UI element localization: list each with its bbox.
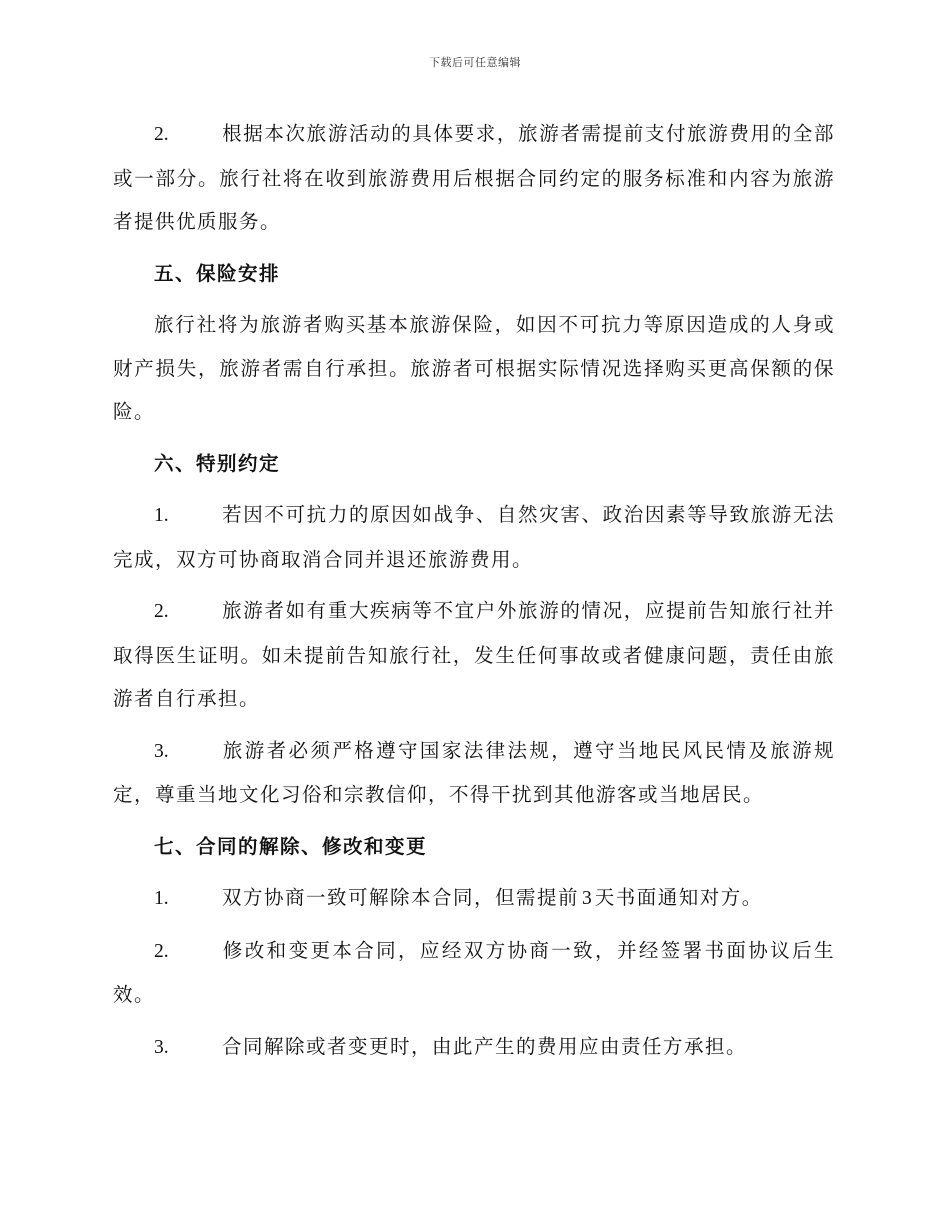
item-text-before: 双方协商一致可解除本合同，但需提前 bbox=[222, 886, 580, 909]
clause-6-item-1 bbox=[113, 493, 835, 581]
notice-days: 3 bbox=[582, 888, 592, 909]
document-body bbox=[113, 112, 835, 1077]
item-text: 修改和变更本合同，应经双方协商一致，并经签署书面协议后生效。 bbox=[113, 938, 835, 1006]
item-text: 若因不可抗力的原因如战争、自然灾害、政治因素等导致旅游无法完成，双方可协商取消合同并退还旅游费用。 bbox=[113, 503, 835, 571]
item-number: 1. bbox=[154, 888, 169, 909]
clause-4-item-2 bbox=[113, 112, 835, 244]
item-number: 3. bbox=[154, 1036, 169, 1058]
clause-5-text: 旅行社将为旅游者购买基本旅游保险，如因不可抗力等原因造成的人身或财产损失，旅游者需自行承担。旅游者可根据实际情况选择购买更高保额的保险。 bbox=[113, 313, 835, 423]
clause-7-item-3 bbox=[113, 1025, 835, 1070]
section-heading-termination: 七、合同的解除、修改和变更 bbox=[154, 834, 428, 858]
item-number: 1. bbox=[154, 505, 169, 526]
item-text: 旅游者如有重大疾病等不宜户外旅游的情况，应提前告知旅行社并取得医生证明。如未提前告知旅行社，发生任何事故或者健康问题，责任由旅游者自行承担。 bbox=[113, 599, 835, 710]
item-number: 2. bbox=[154, 940, 169, 962]
page-header: 下载后可任意编辑 bbox=[429, 56, 521, 69]
section-heading-insurance: 五、保险安排 bbox=[154, 261, 281, 285]
clause-7-item-2 bbox=[113, 929, 835, 1017]
clause-6-item-3 bbox=[113, 729, 835, 817]
item-number: 3. bbox=[154, 740, 169, 762]
item-number: 2. bbox=[154, 124, 169, 145]
clause-7-item-1 bbox=[113, 876, 835, 921]
item-text: 根据本次旅游活动的具体要求，旅游者需提前支付旅游费用的全部或一部分。旅行社将在收到旅游费用后根据合同约定的服务标准和内容为旅游者提供优质服务。 bbox=[113, 122, 835, 233]
item-text-after: 天书面通知对方。 bbox=[594, 886, 763, 909]
item-text: 旅游者必须严格遵守国家法律法规，遵守当地民风民情及旅游规定，尊重当地文化习俗和宗教信仰，不得干扰到其他游客或当地居民。 bbox=[113, 738, 835, 806]
clause-6-item-2 bbox=[113, 589, 835, 721]
item-text: 合同解除或者变更时，由此产生的费用应由责任方承担。 bbox=[222, 1034, 748, 1058]
section-heading-special-terms: 六、特别约定 bbox=[154, 451, 281, 475]
item-number: 2. bbox=[154, 601, 169, 622]
